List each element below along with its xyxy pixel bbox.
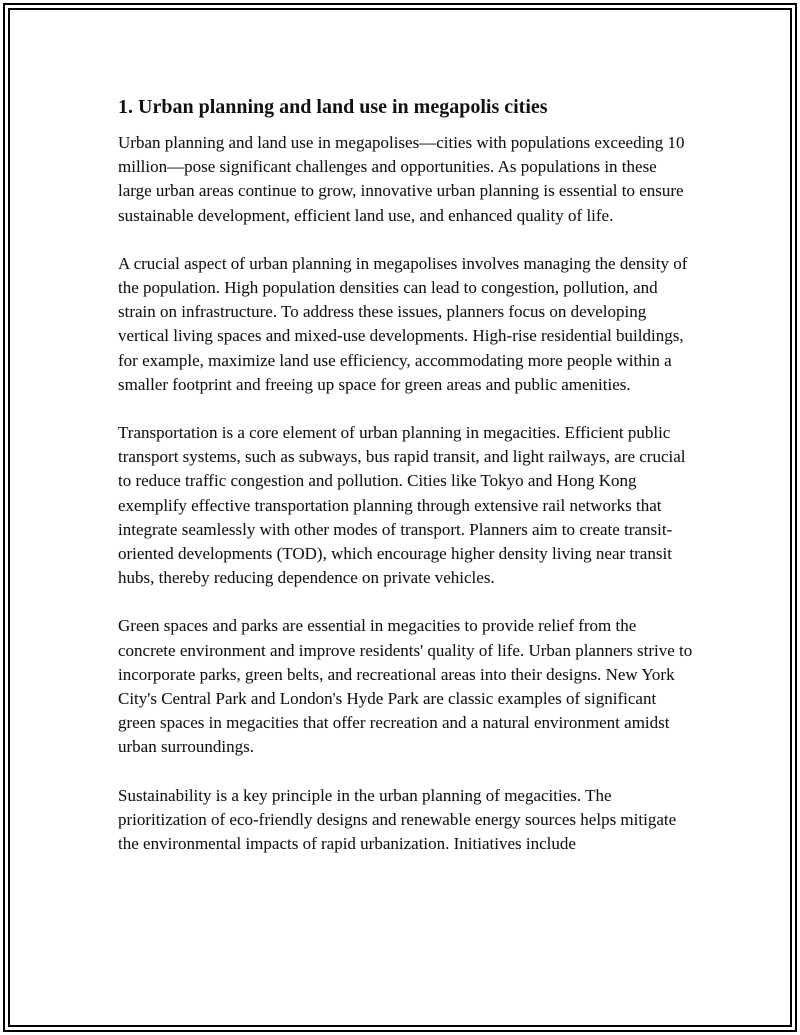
document-body — [118, 94, 693, 880]
paragraph-intro: Urban planning and land use in megapolises—cities with populations exceeding 10 million—pose significant challenges and opportunities. As populations in these large urban areas continue to grow, innovative urban planning is essential to ensure sustainable development, efficient land use, and enhanced quality of life. — [118, 133, 685, 225]
paragraph-sustainability: Sustainability is a key principle in the urban planning of megacities. The prioritization of eco-friendly designs and renewable energy sources helps mitigate the environmental impacts of rapid urbanization. Initiatives include — [118, 785, 677, 854]
paragraph-green-spaces: Green spaces and parks are essential in megacities to provide relief from the concrete environment and improve residents' quality of life. Urban planners strive to incorporate parks, green belts, and recreational areas into their designs. New York City's Central Park and London's Hyde Park are classic examples of significant green spaces in megacities that offer recreation and a natural environment amidst urban surroundings. — [118, 616, 693, 757]
paragraph-density: A crucial aspect of urban planning in megapolises involves managing the density of the population. High population densities can lead to congestion, pollution, and strain on infrastructure. To address these issues, planners focus on developing vertical living spaces and mixed-use developments. High-rise residential buildings, for example, maximize land use efficiency, accommodating more people within a smaller footprint and freeing up space for green areas and public amenities. — [118, 253, 688, 394]
section-heading: 1. Urban planning and land use in megapolis cities — [118, 96, 548, 118]
paragraph-transportation: Transportation is a core element of urban planning in megacities. Efficient public transport systems, such as subways, bus rapid transit, and light railways, are crucial to reduce traffic congestion and pollution. Cities like Tokyo and Hong Kong exemplify effective transportation planning through extensive rail networks that integrate seamlessly with other modes of transport. Planners aim to create transit-oriented developments (TOD), which encourage higher density living near transit hubs, thereby reducing dependence on private vehicles. — [118, 423, 686, 588]
